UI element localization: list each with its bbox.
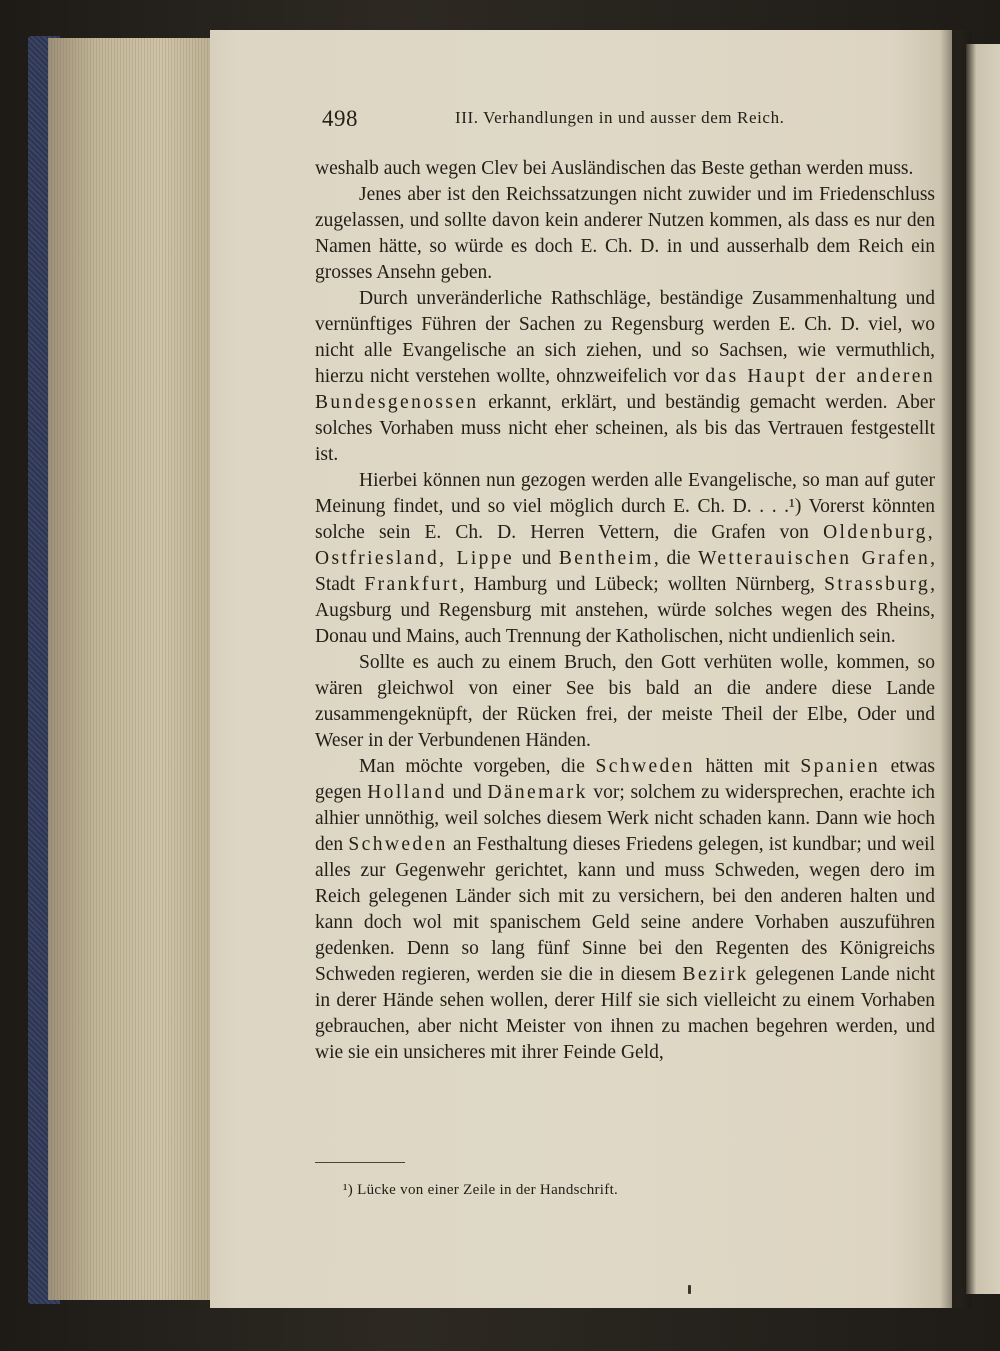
- spaced-emphasis: Bentheim: [558, 548, 654, 569]
- spaced-emphasis: das Haupt der anderen Bundesgenossen: [315, 366, 936, 413]
- spaced-emphasis: Dänemark: [487, 782, 588, 803]
- spaced-emphasis: Spanien: [800, 756, 880, 777]
- facing-page-sliver: [966, 44, 1000, 1294]
- paragraph-3: Durch unveränderliche Rathschläge, beständige Zusammenhaltung und vernünftiges Führen der Sachen zu Regensburg werden E. Ch. D. viel, wo nicht alle Evangelische an sich ziehen, und so Sachsen, wie vermuthlich, hierzu nicht verstehen wollte, ohnzweifelich vor das Haupt der anderen Bundesgenossen erkannt, erklärt, und beständig gemacht werden. Aber solches Vorhaben muss nicht eher scheinen, als bis das Vertrauen festgestellt ist.: [315, 288, 936, 465]
- footnote: ¹) Lücke von einer Zeile in der Handschrift.: [343, 1182, 619, 1198]
- spaced-emphasis: Schweden: [348, 834, 448, 855]
- spaced-emphasis: Frankfurt: [364, 574, 460, 595]
- footnote-rule: [315, 1162, 405, 1163]
- spaced-emphasis: Oldenburg, Ostfriesland, Lippe: [315, 522, 935, 569]
- spaced-emphasis: Bezirk: [682, 964, 749, 985]
- ink-mark: [688, 1285, 691, 1294]
- spaced-emphasis: Wetterauischen Grafen: [698, 548, 931, 569]
- page-number: 498: [322, 106, 358, 131]
- stacked-page-edges: [48, 38, 210, 1300]
- spaced-emphasis: Holland: [367, 782, 447, 803]
- body-text: [315, 156, 935, 1066]
- paragraph-2: Jenes aber ist den Reichssatzungen nicht zuwider und im Friedenschluss zugelassen, und sollte davon kein anderer Nutzen kommen, als dass es nur den Namen hätte, so würde es doch E. Ch. D. in und ausserhalb dem Reich ein grosses Ansehn geben.: [315, 184, 935, 283]
- spaced-emphasis: Strassburg: [824, 574, 931, 595]
- running-head: III. Verhandlungen in und ausser dem Reich.: [455, 108, 785, 127]
- paragraph-1: weshalb auch wegen Clev bei Ausländischen das Beste gethan werden muss.: [315, 158, 914, 179]
- page-header: [315, 100, 935, 130]
- paragraph-5: Sollte es auch zu einem Bruch, den Gott verhüten wolle, kommen, so wären gleichwol von einer See bis bald an die andere diese Lande zusammengeknüpft, der Rücken frei, der meiste Theil der Elbe, Oder und Weser in der Verbundenen Händen.: [315, 652, 935, 751]
- paragraph-4: Hierbei können nun gezogen werden alle Evangelische, so man auf guter Meinung findet, und so viel möglich durch E. Ch. D. . . .¹) Vorerst könnten solche sein E. Ch. D. Herren Vettern, die Grafen von Oldenburg, Ostfriesland, Lippe und Bentheim, die Wetterauischen Grafen, Stadt Frankfurt, Hamburg und Lübeck; wollten Nürnberg, Strassburg, Augsburg und Regensburg mit anstehen, würde solches wegen des Rheins, Donau und Mains, auch Trennung der Katholischen, nicht undienlich sein.: [315, 470, 936, 647]
- spaced-emphasis: Schweden: [595, 756, 695, 777]
- paragraph-6: Man möchte vorgeben, die Schweden hätten mit Spanien etwas gegen Holland und Dänemark vor; solchem zu widersprechen, erachte ich alhier unnöthig, weil solches diesem Werk nicht schaden kann. Dann wie hoch den Schweden an Festhaltung dieses Friedens gelegen, ist kundbar; und weil alles zur Gegenwehr gerichtet, kann und muss Schweden, wegen dero im Reich gelegenen Länder sich mit zu versichern, bei den anderen halten und kann doch wol mit spanischem Geld seine andere Vorhaben auszuführen gedenken. Denn so lang fünf Sinne bei den Regenten des Königreichs Schweden regieren, werden sie die in diesem Bezirk gelegenen Lande nicht in derer Hände sehen wollen, derer Hilf sie sich vielleicht zu einem Vorhaben gebrauchen, aber nicht Meister von ihnen zu machen begehren werden, und wie sie ein unsicheres mit ihrer Feinde Geld,: [315, 756, 936, 1063]
